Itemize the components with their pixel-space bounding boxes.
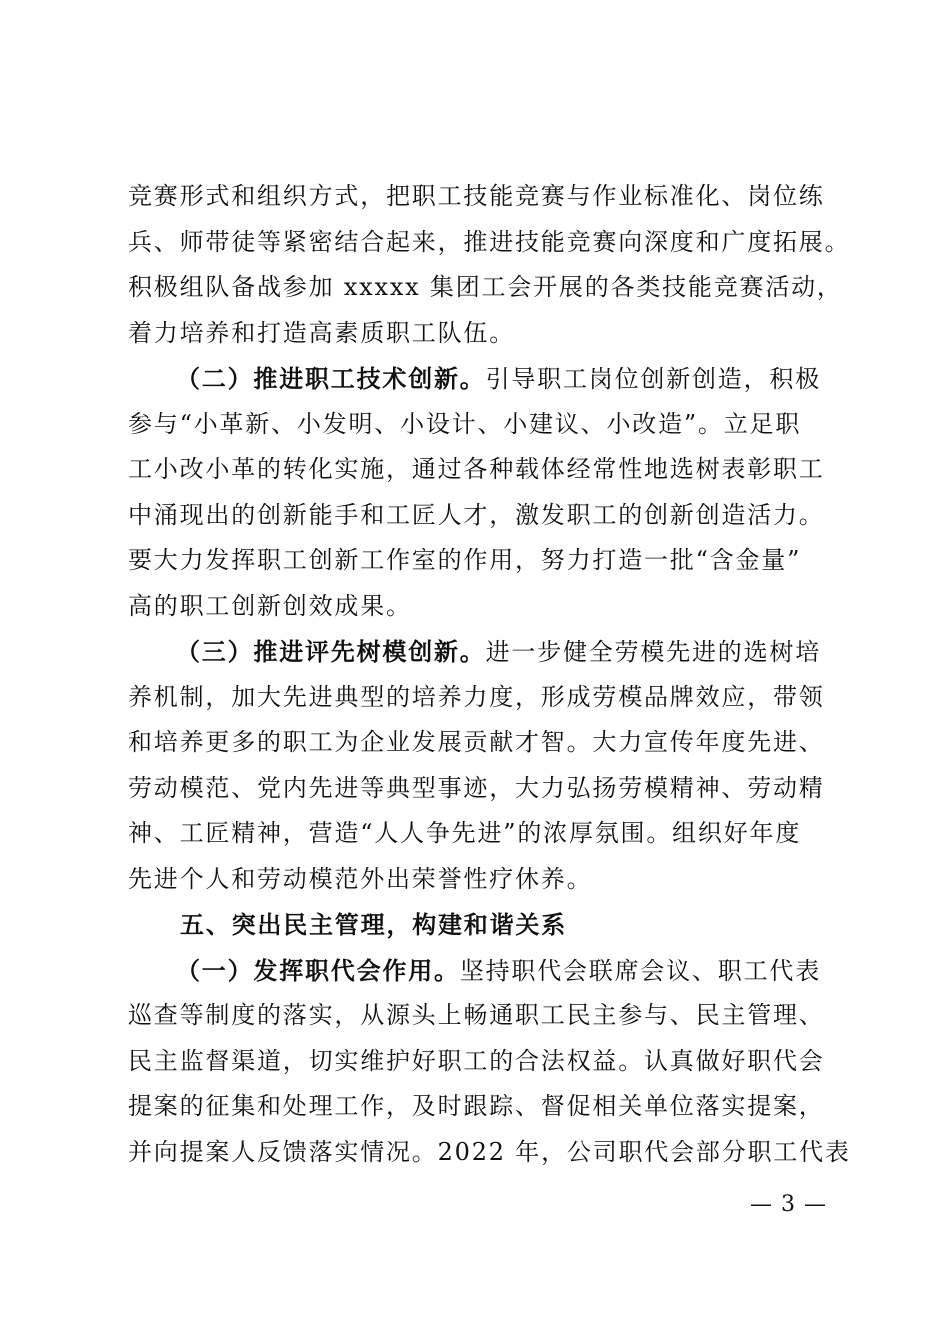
text-line: 参与“小革新、小发明、小设计、小建议、小改造”。立足职 xyxy=(128,409,802,438)
text-line: 先进个人和劳动模范外出荣誉性疗休养。 xyxy=(128,864,593,893)
text-line: 兵、师带徒等紧密结合起来，推进技能竞赛向深度和广度拓展。 xyxy=(128,227,851,256)
text-span: 引导职工岗位创新创造，积极 xyxy=(485,365,822,393)
text-line: 养机制，加大先进典型的培养力度，形成劳模品牌效应，带领 xyxy=(128,682,825,711)
paragraph-skills-competition xyxy=(128,174,851,356)
text-line: 要大力发挥职工创新工作室的作用，努力打造一批“含金量” xyxy=(128,546,802,574)
text-span: 进一步健全劳模先进的选树培 xyxy=(485,638,822,666)
text-line: 劳动模范、党内先进等典型事迹，大力弘扬劳模精神、劳动精 xyxy=(128,773,825,802)
document-body xyxy=(128,174,851,1175)
page-number: — 3 — xyxy=(750,1192,827,1217)
paragraph-tech-innovation xyxy=(128,356,828,629)
section-heading: 五、突出民主管理，构建和谐关系 xyxy=(180,910,567,939)
text-line: 并向提案人反馈落实情况。2022 年，公司职代会部分职工代表 xyxy=(128,1137,851,1166)
text-line: 神、工匠精神，营造“人人争先进”的浓厚氛围。组织好年度 xyxy=(128,819,802,847)
paragraph-first-line xyxy=(128,356,828,402)
subsection-title: （一）发挥职代会作用。 xyxy=(176,955,460,985)
text-line: 中涌现出的创新能手和工匠人才，激发职工的创新创造活力。 xyxy=(128,500,825,529)
text-line: 工小改小革的转化实施，通过各种载体经常性地选树表彰职工 xyxy=(128,455,825,483)
paragraph-model-worker xyxy=(128,629,828,902)
subsection-title: （三）推进评先树模创新。 xyxy=(176,637,486,666)
paragraph-first-line xyxy=(128,629,828,675)
text-line: 民主监督渠道，切实维护好职工的合法权益。认真做好职代会 xyxy=(128,1046,825,1075)
text-line: 积极组队备战参加 xxxxx 集团工会开展的各类技能竞赛活动， xyxy=(128,273,843,301)
text-line: 竞赛形式和组织方式，把职工技能竞赛与作业标准化、岗位练 xyxy=(128,182,825,210)
paragraph-workers-congress xyxy=(128,948,851,1176)
subsection-title: （二）推进职工技术创新。 xyxy=(176,364,486,393)
text-line: 和培养更多的职工为企业发展贡献才智。大力宣传年度先进、 xyxy=(128,728,825,756)
text-line: 提案的征集和处理工作，及时跟踪、督促相关单位落实提案， xyxy=(128,1092,825,1120)
text-line: 高的职工创新创效成果。 xyxy=(128,591,412,620)
paragraph-first-line xyxy=(128,948,828,994)
text-span: 坚持职代会联席会议、职工代表 xyxy=(459,956,822,985)
text-line: 着力培养和打造高素质职工队伍。 xyxy=(128,318,515,347)
text-line: 巡查等制度的落实，从源头上畅通职工民主参与、民主管理、 xyxy=(128,1001,825,1029)
